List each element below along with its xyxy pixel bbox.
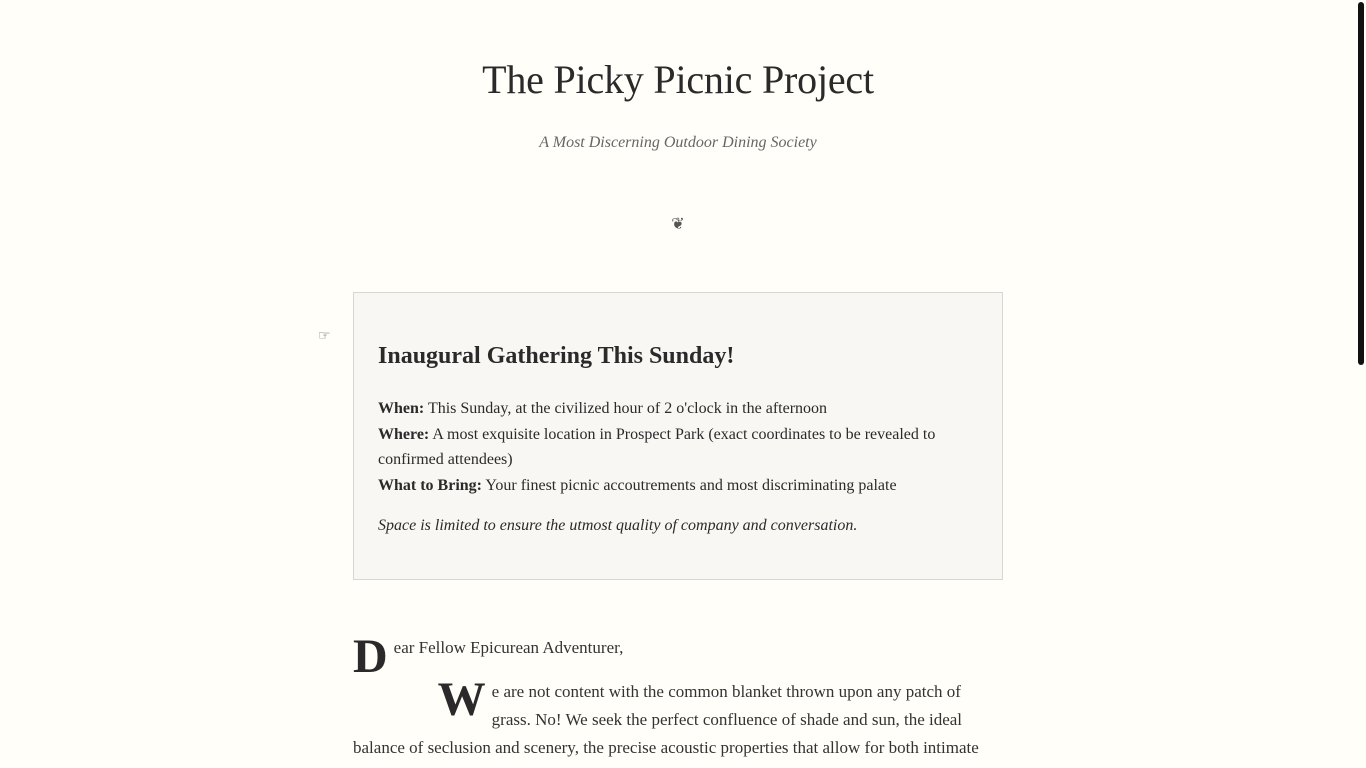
detail-text: A most exquisite location in Prospect Park (exact coordinates to be revealed to confirmed attendees) <box>378 425 936 468</box>
fleuron-icon: ❦ <box>671 214 685 233</box>
announcement-box <box>353 292 1003 580</box>
site-title: The Picky Picnic Project <box>482 57 874 102</box>
letter <box>353 632 1001 762</box>
scrollbar-thumb[interactable] <box>1358 2 1364 365</box>
site-subtitle: A Most Discerning Outdoor Dining Society <box>539 134 817 151</box>
limited-space-note: Space is limited to ensure the utmost quality of company and conversation. <box>378 517 858 534</box>
detail-label: What to Bring: <box>378 476 482 494</box>
letter-paragraph <box>353 673 1001 762</box>
greeting-text: ear Fellow Epicurean Adventurer, <box>393 638 624 657</box>
detail-label: Where: <box>378 425 430 443</box>
letter-greeting <box>353 630 1001 683</box>
detail-what-to-bring <box>378 473 968 499</box>
vertical-scrollbar[interactable] <box>1356 0 1366 768</box>
detail-label: When: <box>378 400 425 417</box>
detail-where <box>378 422 968 473</box>
paragraph-text: e are not content with the common blanket thrown upon any patch of grass. No! We seek the perfect confluence of shade and sun, the ideal balance of seclusion and scenery, the precise acoustic properties that allow for both intimate <box>353 682 979 757</box>
drop-cap: D <box>353 630 388 683</box>
event-details <box>378 396 968 498</box>
detail-when <box>378 396 968 422</box>
detail-text: This Sunday, at the civilized hour of 2 o'clock in the afternoon <box>424 400 828 417</box>
pointing-hand-icon: ☞ <box>318 328 331 344</box>
drop-cap: W <box>437 673 486 726</box>
announcement-heading: Inaugural Gathering This Sunday! <box>378 343 735 369</box>
detail-text: Your finest picnic accoutrements and most discriminating palate <box>482 476 897 494</box>
